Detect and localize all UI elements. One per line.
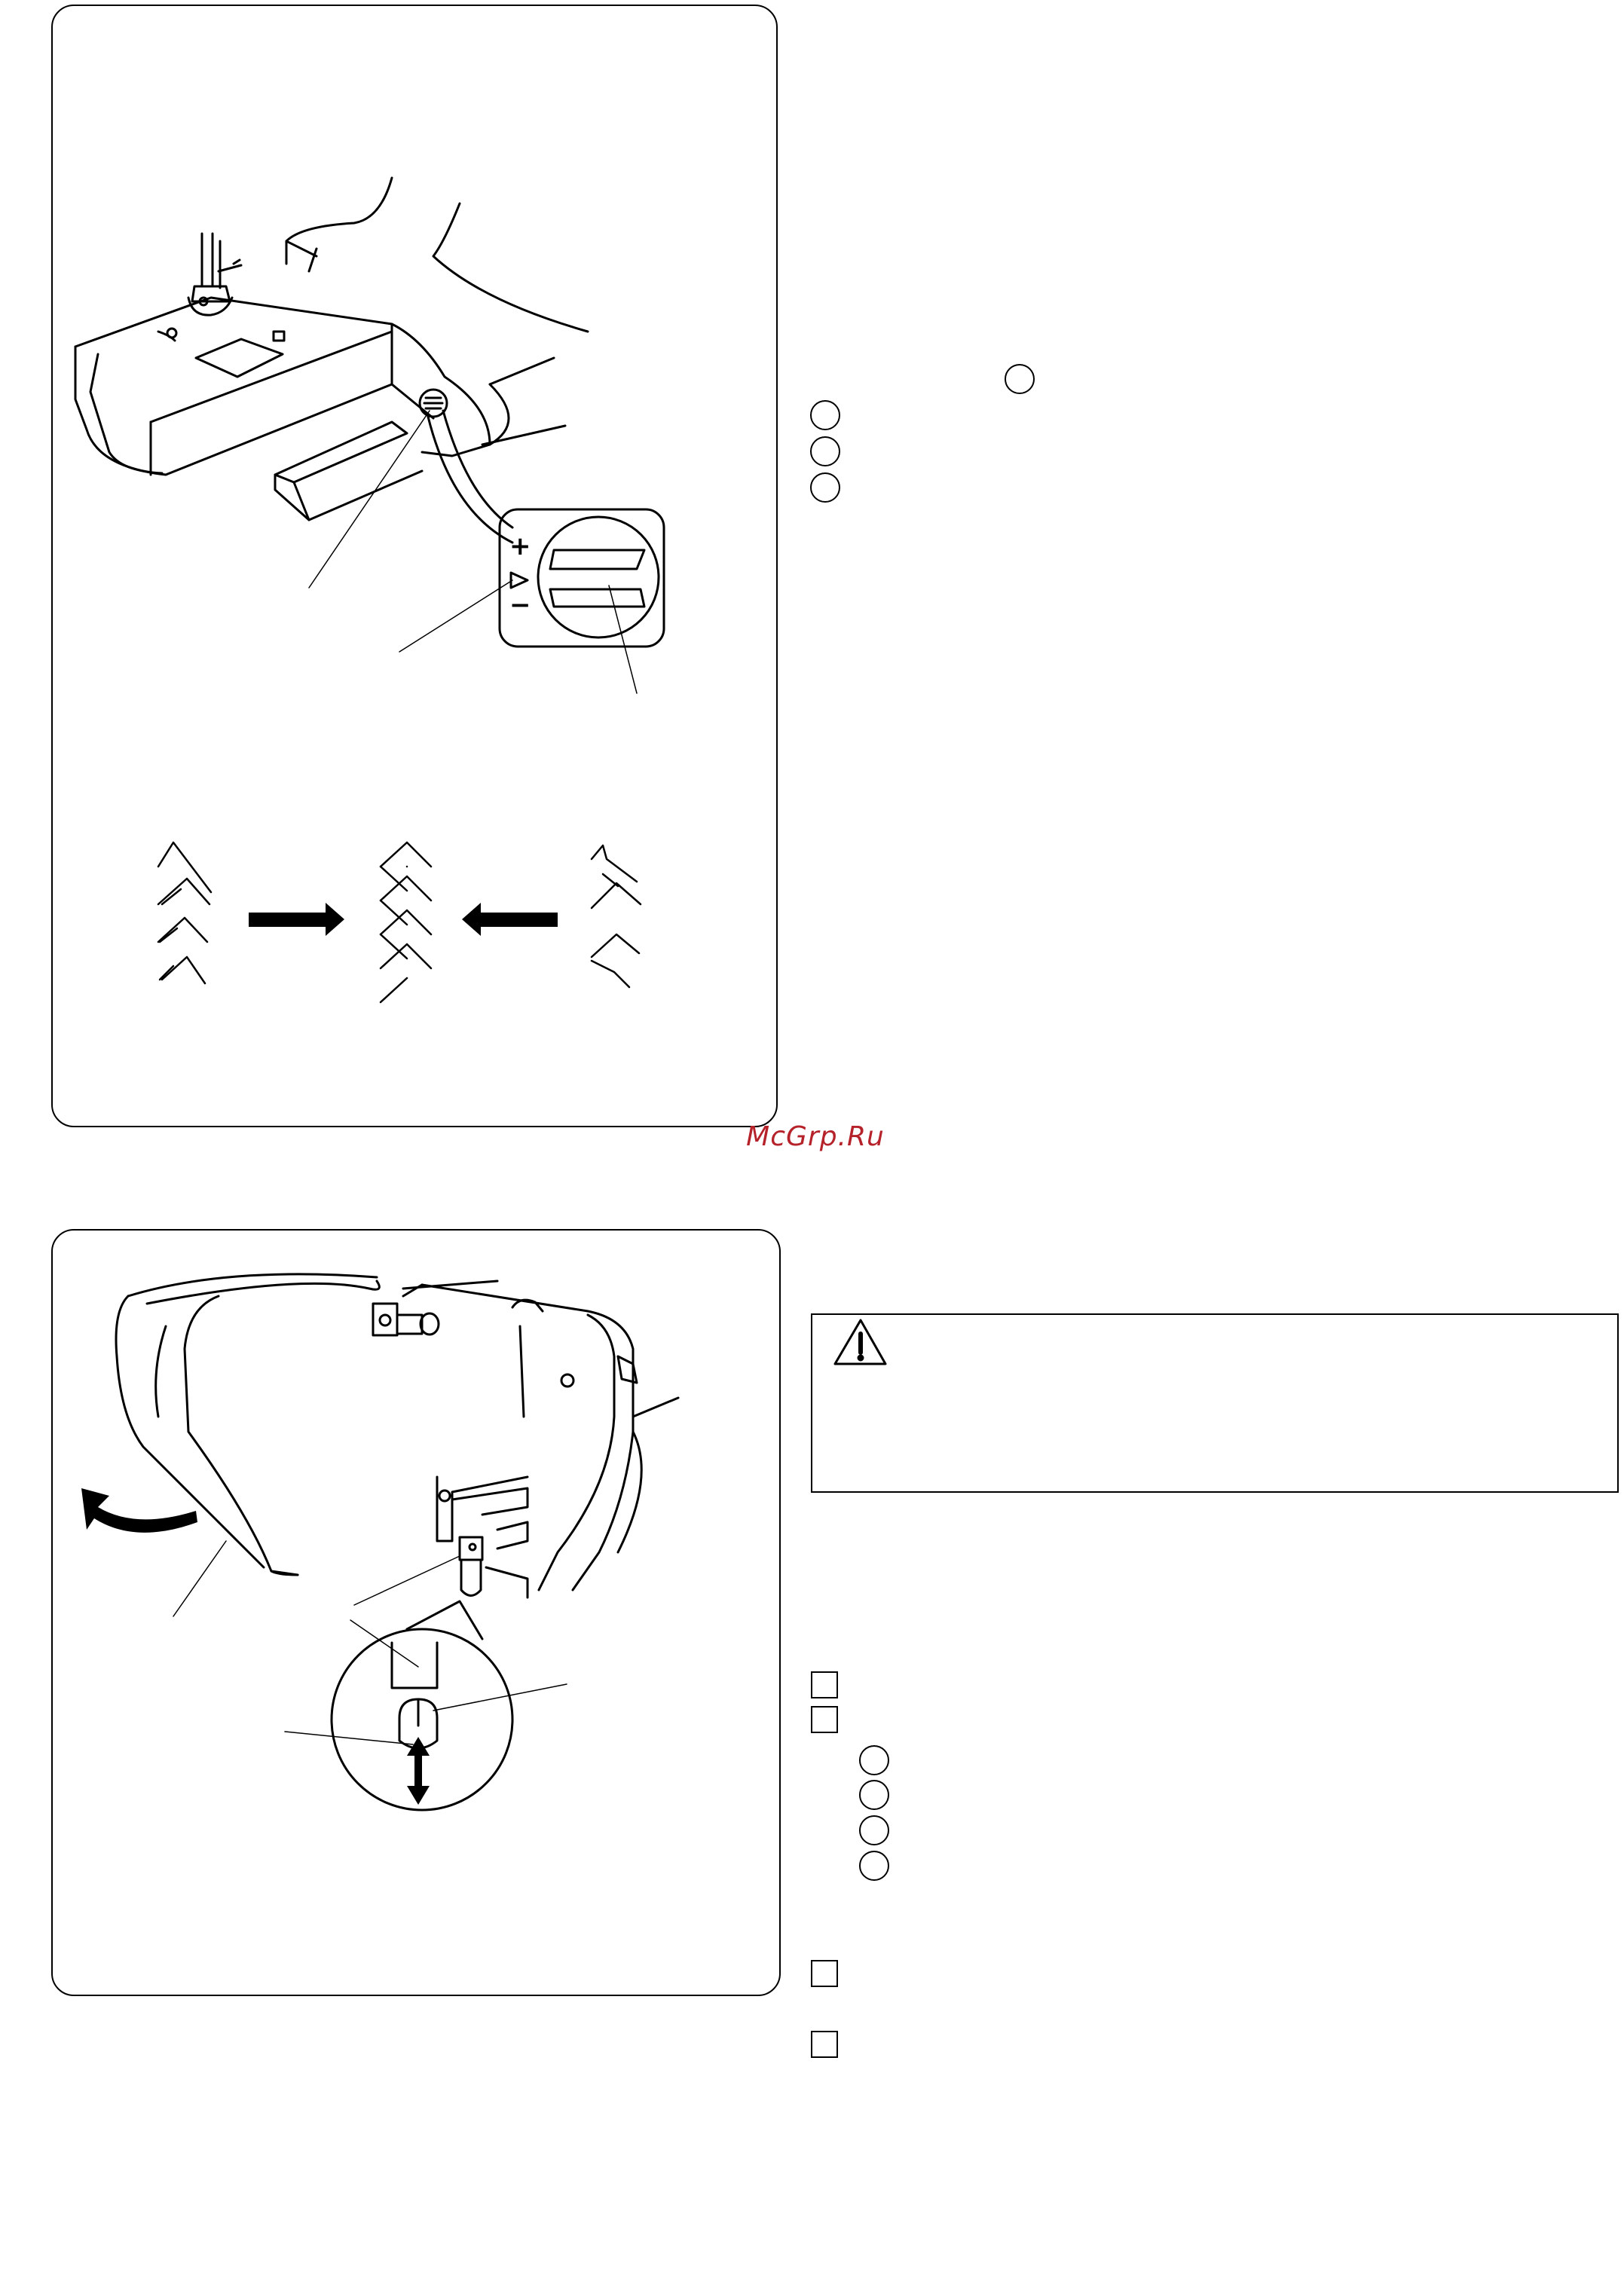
machine-head-drawing	[373, 1281, 678, 1597]
callout-circle-marker	[810, 436, 840, 466]
callout-circle-marker	[859, 1815, 889, 1845]
stitch-diagram-middle	[381, 842, 431, 1002]
tension-minus-label: −	[509, 590, 531, 620]
tension-dial-zoom	[500, 509, 664, 647]
stitch-diagram-left	[158, 842, 211, 983]
step-square-marker	[811, 1960, 838, 1987]
step-square-marker	[811, 2031, 838, 2058]
watermark-text: McGrp.Ru	[746, 1121, 885, 1152]
callout-circle-marker	[859, 1851, 889, 1881]
callout-circle-marker	[859, 1780, 889, 1810]
step-square-marker	[811, 1706, 838, 1733]
leader-lines-top	[309, 411, 637, 693]
leader-lines-bottom	[173, 1541, 567, 1744]
callout-circle-marker	[810, 400, 840, 430]
left-arrow-icon	[462, 903, 558, 936]
curved-arrow-icon	[81, 1488, 197, 1533]
tension-plus-label: +	[509, 531, 531, 561]
callout-circle-marker	[1005, 364, 1035, 394]
callout-circle-marker	[810, 472, 840, 503]
stitch-diagram-right	[592, 845, 641, 987]
caution-box	[811, 1313, 1619, 1493]
sewing-machine-drawing	[75, 178, 588, 543]
step-square-marker	[811, 1671, 838, 1698]
callout-circle-marker	[859, 1745, 889, 1775]
right-arrow-icon	[249, 903, 344, 936]
